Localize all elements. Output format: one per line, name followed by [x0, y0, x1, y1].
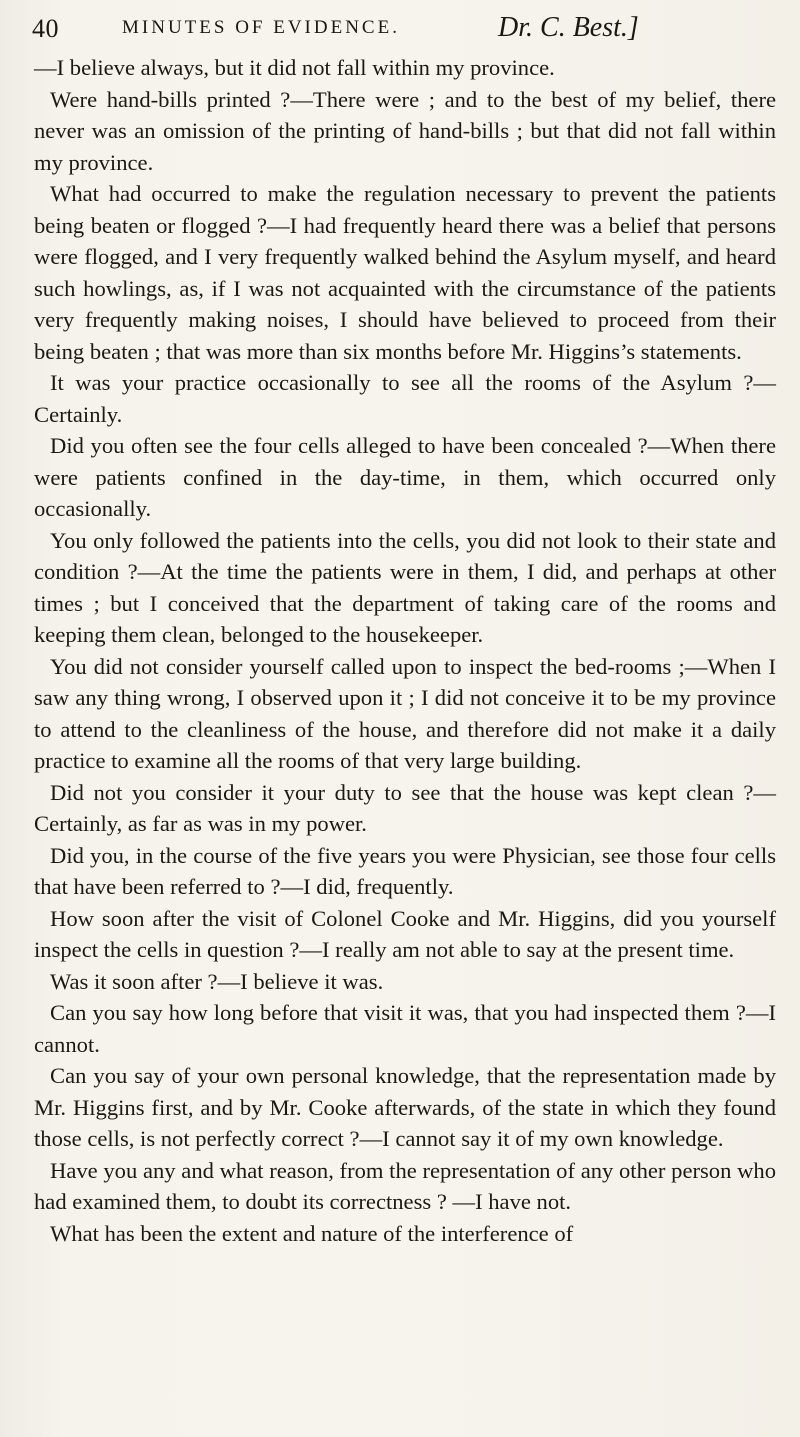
paragraph: What had occurred to make the regulation necessary to prevent the patients being beaten or flogged ?—I had frequently heard there was a belief that persons were flogged, and I very frequently walked behind the Asylum myself, and heard such howlings, as, if I was not acquainted with the circumstance of the patients very frequently making noises, I should have believed to proceed from their being beaten ; that was more than six months before Mr. Higgins’s statements.: [34, 181, 776, 364]
paragraph: It was your practice occasionally to see all the rooms of the Asylum ?—Certainly.: [34, 370, 776, 427]
paragraph: Have you any and what reason, from the representation of any other person who had examined them, to doubt its correctness ? —I have not.: [34, 1157, 776, 1214]
page-header: [28, 12, 772, 52]
paragraph: You did not consider yourself called upon to inspect the bed-rooms ;—When I saw any thing wrong, I observed upon it ; I did not conceive it to be my province to attend to the cleanliness of the house, and therefore did not make it a daily practice to examine all the rooms of that very large building.: [34, 653, 776, 773]
paragraph: Was it soon after ?—I believe it was.: [50, 968, 384, 994]
body-text: [34, 52, 776, 1249]
paragraph: What has been the extent and nature of the interference of: [50, 1220, 574, 1246]
paragraph: You only followed the patients into the cells, you did not look to their state and condition ?—At the time the patients were in them, I did, and perhaps at other times ; but I conceived that the department of taking care of the rooms and keeping them clean, belonged to the housekeeper.: [34, 527, 776, 647]
paragraph: How soon after the visit of Colonel Cooke and Mr. Higgins, did you yourself inspect the cells in question ?—I really am not able to say at the present time.: [34, 905, 776, 962]
paragraph: Did you often see the four cells alleged to have been concealed ?—When there were patients confined in the day-time, in them, which occurred only occasionally.: [34, 433, 776, 521]
paragraph: Did not you consider it your duty to see that the house was kept clean ?—Certainly, as far as was in my power.: [34, 779, 776, 836]
paragraph: Can you say how long before that visit it was, that you had inspected them ?—I cannot.: [34, 1000, 776, 1057]
paragraph: Did you, in the course of the five years you were Physician, see those four cells that have been referred to ?—I did, frequently.: [34, 842, 776, 899]
speaker-attribution: Dr. C. Best.]: [498, 12, 639, 43]
running-head: MINUTES OF EVIDENCE.: [122, 17, 400, 38]
page-number: 40: [32, 14, 59, 43]
paragraph: Can you say of your own personal knowledge, that the representation made by Mr. Higgins first, and by Mr. Cooke afterwards, of the state in which they found those cells, is not perfectly correct ?—I cannot say it of my own knowledge.: [34, 1063, 776, 1151]
paragraph: Were hand-bills printed ?—There were ; and to the best of my belief, there never was an omission of the printing of hand-bills ; but that did not fall within my province.: [34, 86, 776, 175]
paragraph: —I believe always, but it did not fall within my province.: [34, 55, 555, 80]
